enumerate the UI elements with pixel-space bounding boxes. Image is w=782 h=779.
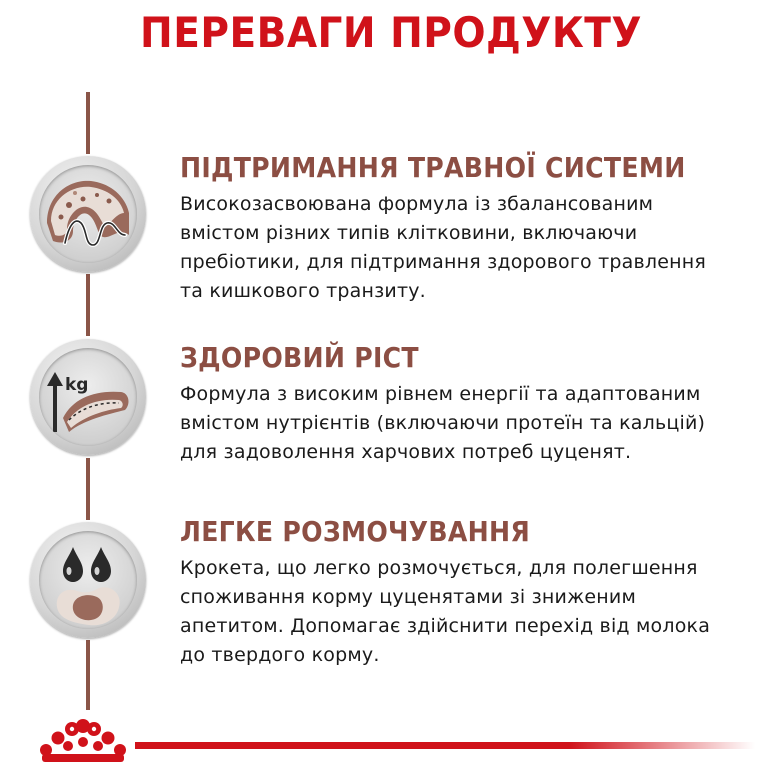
timeline-connector xyxy=(86,274,90,336)
feature-title: ПІДТРИМАННЯ ТРАВНОЇ СИСТЕМИ xyxy=(180,151,686,184)
timeline-connector xyxy=(86,458,90,520)
feature-description: Крокета, що легко розмочується, для полегшення споживання корму цуценятами зі зниженим апетитом. Допомагає здійснити перехід від молока до твердого корму. xyxy=(180,557,711,666)
feature-rehydration xyxy=(180,514,770,670)
timeline-connector xyxy=(86,92,90,154)
weight-growth-icon xyxy=(30,339,146,455)
rehydration-icon xyxy=(30,522,146,638)
royal-canin-crown-logo xyxy=(36,716,130,768)
timeline-connector xyxy=(86,640,90,710)
footer-red-bar xyxy=(135,742,755,749)
kg-label: kg xyxy=(65,375,89,395)
feature-digestion xyxy=(180,150,770,306)
feature-description: Високозасвоювана формула із збалансованим вмістом різних типів клітковини, включаючи пребіотики, для підтримання здорового травлення та кишкового транзиту. xyxy=(180,193,706,302)
page-title: ПЕРЕВАГИ ПРОДУКТУ xyxy=(140,8,642,57)
feature-title: ЛЕГКЕ РОЗМОЧУВАННЯ xyxy=(180,515,531,548)
digestion-icon xyxy=(30,156,146,272)
feature-title: ЗДОРОВИЙ РІСТ xyxy=(180,341,419,374)
feature-description: Формула з високим рівнем енергії та адаптованим вмістом нутрієнтів (включаючи протеїн та кальцій) для задоволення харчових потреб цуценят. xyxy=(180,383,706,463)
feature-growth xyxy=(180,340,770,467)
